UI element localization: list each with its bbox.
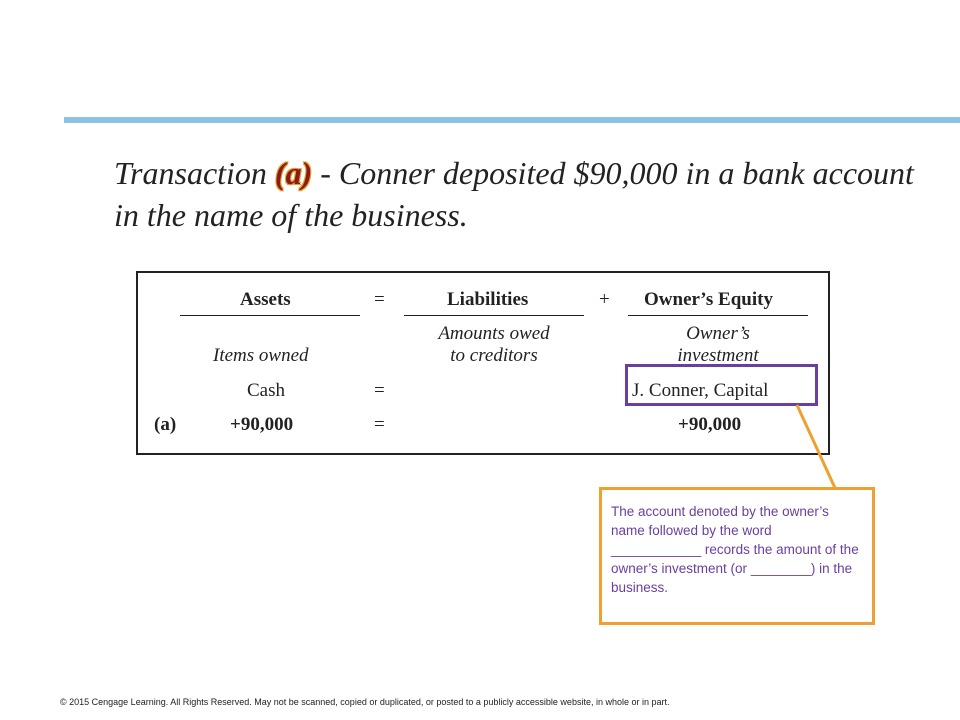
plus-sign-header: + <box>599 289 610 310</box>
equals-sign-cash-row: = <box>374 380 385 401</box>
assets-description: Items owned <box>213 345 309 366</box>
equity-description-line1: Owner’s <box>686 323 750 344</box>
callout-blank-2: ________ <box>750 561 811 576</box>
callout-text-line3: ) in the business. <box>611 561 853 595</box>
capital-definition-callout <box>599 487 875 625</box>
callout-text-line1: The account denoted by the owner’s name followed by the word <box>611 504 829 538</box>
callout-text-line2: records the amount of the owner’s investment (or <box>611 542 859 576</box>
equals-sign-a-row: = <box>374 414 385 435</box>
assets-header: Assets <box>240 289 291 310</box>
transaction-a-label: (a) <box>154 414 177 435</box>
capital-account-label: J. Conner, Capital <box>632 380 769 401</box>
callout-blank-1: ____________ <box>611 542 702 557</box>
liabilities-description-line2: to creditors <box>450 345 538 366</box>
title-description: - Conner deposited $90,000 in a bank account in the name of the business. <box>114 155 914 233</box>
owners-equity-header: Owner’s Equity <box>644 289 773 310</box>
title-transaction-label: (a) <box>274 155 313 191</box>
equity-description-line2: investment <box>677 345 759 366</box>
title-prefix: Transaction <box>114 155 275 191</box>
equity-amount-a: +90,000 <box>678 414 742 435</box>
cash-account-label: Cash <box>247 380 285 401</box>
assets-amount-a: +90,000 <box>230 414 294 435</box>
copyright-footer: © 2015 Cengage Learning. All Rights Reserved. May not be scanned, copied or duplicated, or posted to a publicly accessible website, in whole or in part. <box>60 697 670 707</box>
liabilities-header: Liabilities <box>447 289 529 310</box>
equals-sign-header: = <box>374 289 385 310</box>
liabilities-description-line1: Amounts owed <box>438 323 550 344</box>
